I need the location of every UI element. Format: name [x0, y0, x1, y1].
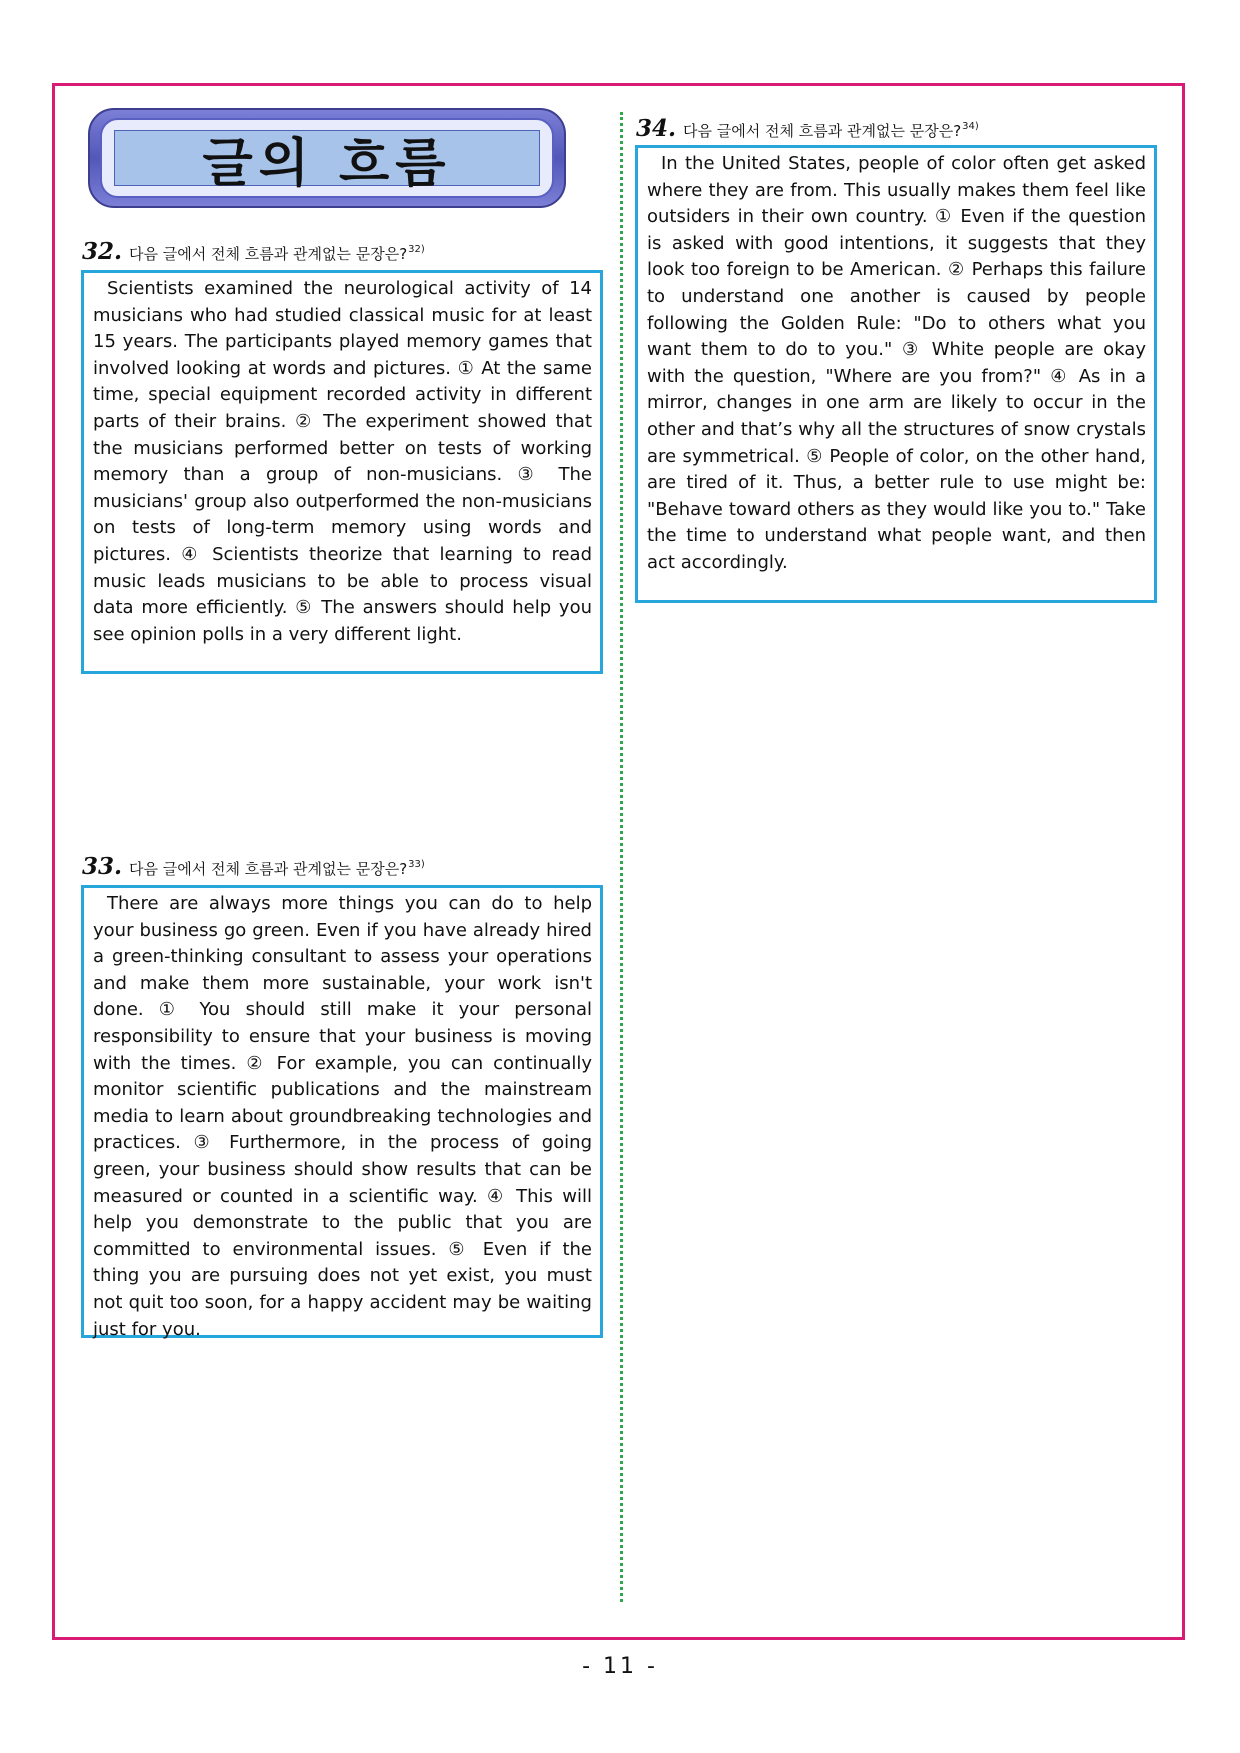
question-34-header: [636, 115, 979, 142]
question-34-passage-box: [635, 145, 1157, 603]
banner-mid-border: [100, 118, 554, 198]
page-number: - 11 -: [582, 1654, 658, 1679]
question-34-prompt: 다음 글에서 전체 흐름과 관계없는 문장은?: [683, 122, 962, 140]
question-32-header: [82, 238, 425, 265]
question-33-footnote: 33): [408, 859, 425, 870]
question-33-number: 33.: [82, 853, 123, 880]
question-33-header: [82, 853, 425, 880]
column-divider: [620, 112, 623, 1602]
question-33-prompt: 다음 글에서 전체 흐름과 관계없는 문장은?: [129, 860, 408, 878]
question-34-passage: In the United States, people of color often get asked where they are from. This usually makes them feel like outsiders in their own country. ① Even if the question is asked with good intentions, it suggests that they look too foreign to be American. ② Perhaps this failure to understand one another is caused by people following the Golden Rule: "Do to others what you want them to do to you." ③ White people are okay with the question, "Where are you from?" ④ As in a mirror, changes in one arm are likely to occur in the other and that’s why all the structures of snow crystals are symmetrical. ⑤ People of color, on the other hand, are tired of it. Thus, a better rule to use might be: "Behave toward others as they would like you to." Take the time to understand what people want, and then act accordingly.: [647, 153, 1146, 573]
question-33-passage: There are always more things you can do to help your business go green. Even if you have already hired a green-thinking consultant to assess your operations and make them more sustainable, your work isn't done. ① You should still make it your personal responsibility to ensure that your business is moving with the times. ② For example, you can continually monitor scientific publications and the mainstream media to learn about groundbreaking technologies and practices. ③ Furthermore, in the process of going green, your business should show results that can be measured or counted in a scientific way. ④ This will help you demonstrate to the public that you are committed to environmental issues. ⑤ Even if the thing you are pursuing does not yet exist, you must not quit too soon, for a happy accident may be waiting just for you.: [93, 893, 592, 1340]
section-title: 글의 흐름: [202, 133, 452, 194]
question-32-passage-box: [81, 270, 603, 674]
question-34-number: 34.: [636, 115, 677, 142]
question-32-prompt: 다음 글에서 전체 흐름과 관계없는 문장은?: [129, 245, 408, 263]
question-32-footnote: 32): [408, 244, 425, 255]
question-32-passage: Scientists examined the neurological activity of 14 musicians who had studied classical music for at least 15 years. The participants played memory games that involved looking at words and pictures. ① At the same time, special equipment recorded activity in different parts of their brains. ② The experiment showed that the musicians performed better on tests of working memory than a group of non-musicians. ③ The musicians' group also outperformed the non-musicians on tests of long-term memory using words and pictures. ④ Scientists theorize that learning to read music leads musicians to be able to process visual data more efficiently. ⑤ The answers should help you see opinion polls in a very different light.: [93, 278, 592, 645]
question-32-number: 32.: [82, 238, 123, 265]
section-title-banner: [88, 108, 566, 208]
question-34-footnote: 34): [962, 121, 979, 132]
question-33-passage-box: [81, 885, 603, 1338]
banner-inner: [114, 130, 540, 194]
